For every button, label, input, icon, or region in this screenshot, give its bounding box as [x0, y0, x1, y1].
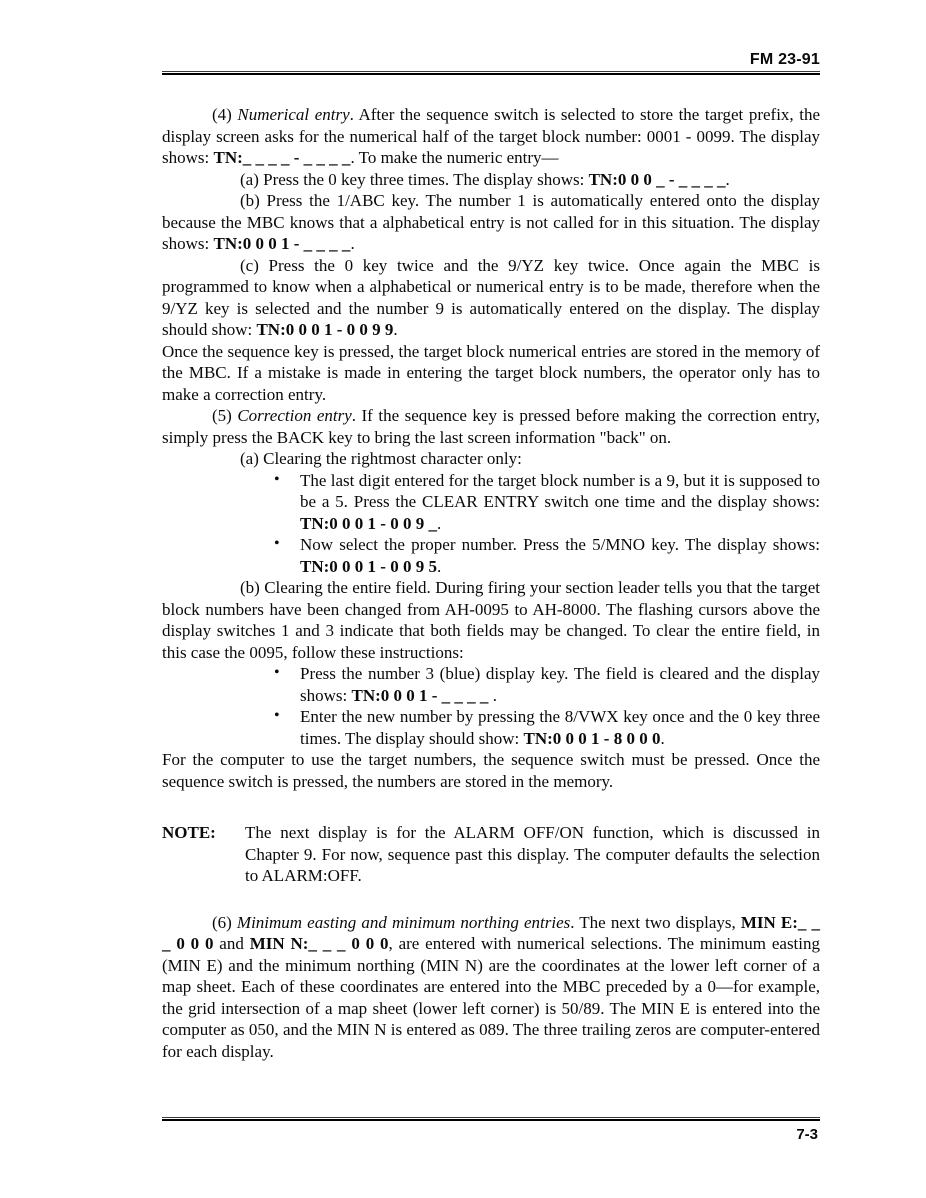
text-segment: . To make the numeric entry— — [350, 148, 559, 167]
footer-page-number: 7-3 — [796, 1126, 818, 1143]
text-segment: Numerical entry — [237, 105, 350, 124]
bullet-icon: • — [274, 470, 280, 488]
note-label: NOTE: — [162, 823, 216, 842]
text-segment: and — [213, 934, 250, 953]
text-segment: TN:0 0 0 1 - _ _ _ _ — [213, 234, 351, 253]
paragraph — [162, 190, 820, 255]
paragraph — [162, 169, 820, 191]
text-segment: . If the sequence key is pressed before making the correction entry, simply press the BACK key to bring the last screen information "back" on. — [162, 406, 821, 447]
text-segment: (4) — [212, 105, 238, 124]
text-segment: Correction entry — [237, 406, 352, 425]
text-segment: (a) Clearing the rightmost character only: — [240, 449, 522, 468]
text-segment: (5) — [212, 406, 238, 425]
bullet-icon: • — [274, 707, 280, 724]
paragraph — [162, 104, 820, 169]
paragraph — [162, 749, 820, 792]
text-segment: . — [393, 320, 398, 339]
text-segment: . — [436, 513, 442, 533]
text-segment: (6) — [212, 912, 237, 932]
note-block — [162, 822, 820, 887]
text-segment: TN:0 0 0 1 - _ _ _ _ — [351, 685, 489, 705]
bullet-item — [162, 663, 820, 706]
header-doc-number: FM 23-91 — [749, 51, 820, 68]
text-segment: (a) Press the 0 key three times. The display shows: — [240, 169, 589, 189]
text-segment: (c) Press the 0 key twice and the 9/YZ key twice. Once again the MBC is programmed to know when a alphabetical or numerical entry is to be made, therefore when the 9/YZ key is selected and the number 9 is automatically entered on the display. The display should show: — [162, 255, 820, 339]
text-segment: (b) Clearing the entire field. During firing your section leader tells you that the target block numbers have been changed from AH-0095 to AH-8000. The flashing cursors above the display switches 1 and 3 indicate that both fields may be changed. To clear the entire field, in this case the 0095, follow these instructions: — [162, 578, 820, 662]
text-segment: . After the sequence switch is selected to store the target prefix, the display screen asks for the numerical half of the target block number: 0001 - 0099. The display shows: — [162, 105, 820, 167]
text-segment: Now select the proper number. Press the 5/MNO key. The display shows: — [300, 535, 820, 554]
footer-rule — [162, 1117, 820, 1121]
text-segment: . — [350, 234, 355, 253]
document-body — [162, 104, 820, 1062]
text-segment: (b) Press the 1/ABC key. The number 1 is automatically entered onto the display because the MBC knows that a alphabetical entry is not called for in this situation. The display shows: — [162, 191, 820, 253]
text-segment: TN:0 0 0 _ - _ _ _ _ — [588, 169, 726, 189]
text-segment: MIN E:_ _ _ 0 0 0 — [162, 912, 820, 953]
bullet-icon: • — [274, 664, 280, 681]
text-segment: TN:0 0 0 1 - 0 0 9 5 — [300, 556, 437, 576]
paragraph — [162, 448, 820, 470]
text-segment: . — [436, 556, 442, 576]
text-segment: TN:_ _ _ _ - _ _ _ _ — [213, 148, 351, 167]
bullet-item — [162, 706, 820, 749]
text-segment: . The next two displays, — [570, 912, 741, 932]
text-segment: Enter the new number by pressing the 8/VWX key once and the 0 key three times. The display should show: — [300, 707, 820, 748]
text-segment: Minimum easting and minimum northing entries — [236, 912, 571, 932]
paragraph — [162, 341, 820, 406]
text-segment: TN:0 0 0 1 - 0 0 9 _ — [300, 513, 437, 533]
text-segment: TN:0 0 0 1 - 0 0 9 9 — [256, 320, 394, 339]
bullet-item — [162, 470, 820, 535]
text-segment: . — [488, 685, 497, 705]
header-rule — [162, 71, 820, 75]
text-segment: , are entered with numerical selections. The minimum easting (MIN E) and the minimum northing (MIN N) are the coordinates at the lower left corner of a map sheet. Each of these coordinates are entered into the MBC preceded by a 0—for example, the grid intersection of a map sheet (lower left corner) is 50/89. The MIN E is entered into the computer as 050, and the MIN N is entered as 089. The three trailing zeros are computer-entered for each display. — [162, 934, 821, 1061]
text-segment: MIN N:_ _ _ 0 0 0 — [249, 934, 389, 953]
text-segment: The last digit entered for the target block number is a 9, but it is supposed to be a 5. Press the CLEAR ENTRY switch one time and the display shows: — [300, 470, 820, 511]
paragraph — [162, 255, 820, 341]
text-segment: The next display is for the ALARM OFF/ON function, which is discussed in Chapter 9. For now, sequence past this display. The computer defaults the selection to ALARM:OFF. — [245, 823, 820, 885]
text-segment: Once the sequence key is pressed, the target block numerical entries are stored in the memory of the MBC. If a mistake is made in entering the target block numbers, the operator only has to make a correction entry. — [162, 341, 820, 404]
text-segment: Press the number 3 (blue) display key. The field is cleared and the display shows: — [300, 664, 820, 705]
bullet-item — [162, 534, 820, 577]
text-segment: . — [725, 169, 730, 189]
text-segment: TN:0 0 0 1 - 8 0 0 0 — [523, 728, 661, 748]
paragraph — [162, 577, 820, 663]
text-segment: . — [660, 728, 665, 748]
paragraph — [162, 912, 820, 1063]
bullet-icon: • — [274, 535, 280, 552]
text-segment: For the computer to use the target numbers, the sequence switch must be pressed. Once the sequence switch is pressed, the numbers are stored in the memory. — [162, 750, 820, 791]
paragraph — [162, 405, 820, 448]
